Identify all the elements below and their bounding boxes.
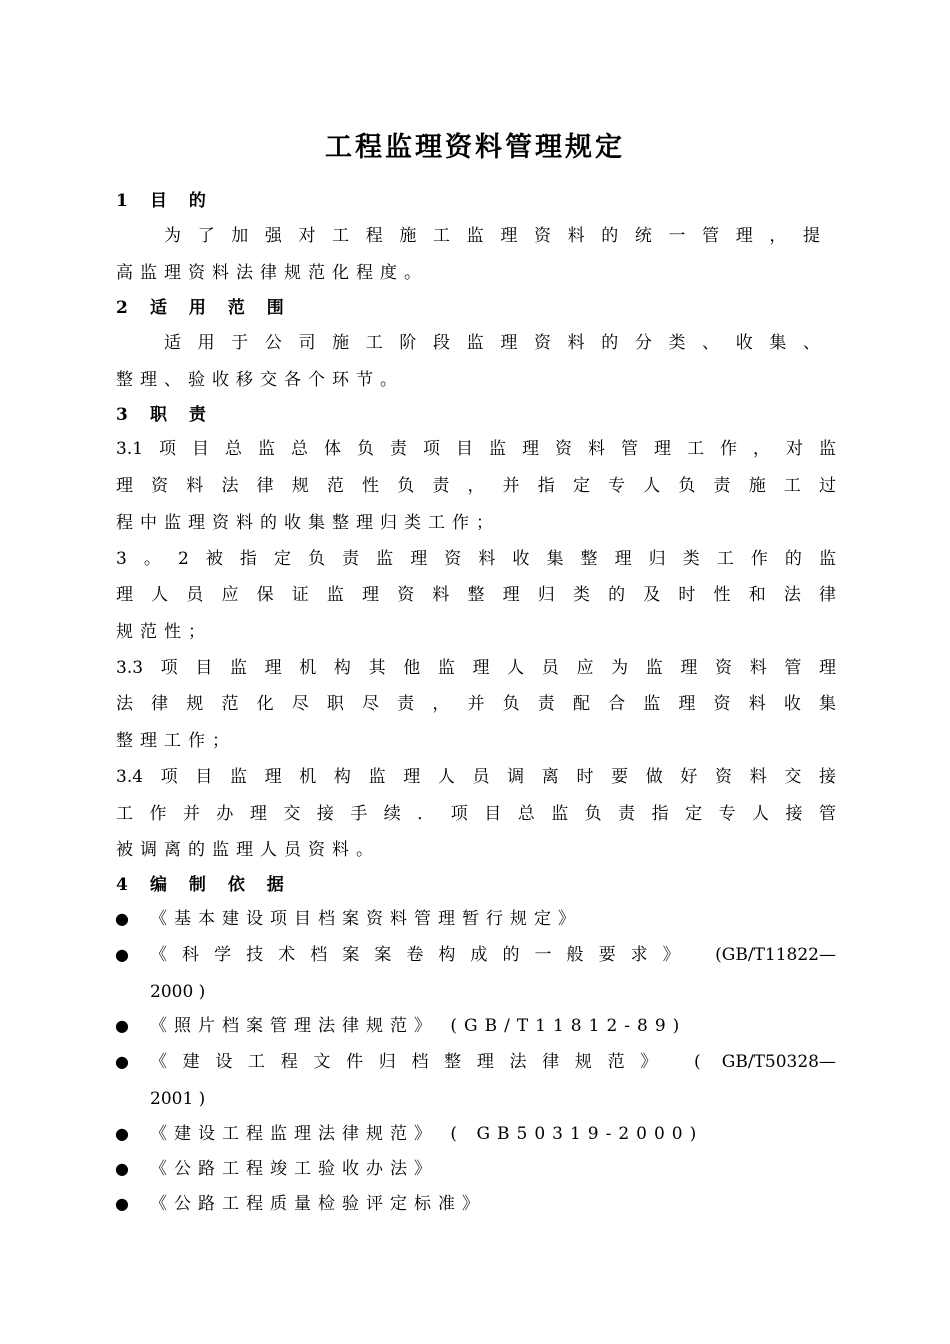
paragraph-line: 为了加强对工程施工监理资料的统一管理，提 [164, 226, 820, 246]
list-item: 《公路工程竣工验收办法》 [150, 1159, 438, 1179]
paragraph-line: 3。2被指定负责监理资料收集整理归类工作的监 [116, 549, 836, 569]
section-title: 适 用 范 围 [150, 298, 292, 318]
section-number: 2 [116, 298, 128, 318]
section-title: 目 的 [150, 191, 214, 211]
section-heading [116, 294, 836, 322]
list-item-continuation: 2001 ) [150, 1089, 206, 1109]
bullet-icon: ● [115, 909, 129, 928]
list-item: 《照片档案管理法律规范》 (GB/T11812-89) [150, 1016, 687, 1036]
paragraph-line: 法律规范化尽职尽责，并负责配合监理资料收集 [116, 694, 836, 714]
paragraph-line: 程中监理资料的收集整理归类工作； [116, 513, 500, 533]
paragraph-line: 工作并办理交接手续．项目总监负责指定专人接管 [116, 804, 836, 824]
bullet-icon: ● [115, 1159, 129, 1178]
list-item: 《基本建设项目档案资料管理暂行规定》 [150, 909, 582, 929]
paragraph-line: 理资料法律规范性负责，并指定专人负责施工过 [116, 476, 836, 496]
section-title: 编 制 依 据 [150, 875, 292, 895]
paragraph-line: 整理、验收移交各个环节。 [116, 370, 404, 390]
bullet-icon: ● [115, 1016, 129, 1035]
section-number: 3 [116, 405, 128, 425]
paragraph-line: 高监理资料法律规范化程度。 [116, 263, 428, 283]
list-item: 《建设工程文件归档整理法律规范》 ( GB/T50328— [150, 1052, 836, 1072]
bullet-icon: ● [115, 1194, 129, 1213]
section-number: 1 [116, 191, 128, 211]
paragraph-line: 3.1项目总监总体负责项目监理资料管理工作，对监 [116, 439, 836, 459]
paragraph-line: 整理工作； [116, 731, 236, 751]
list-item: 《科学技术档案案卷构成的一般要求》 (GB/T11822— [150, 945, 836, 965]
section-number: 4 [116, 875, 128, 895]
paragraph-line: 适用于公司施工阶段监理资料的分类、收集、 [164, 333, 820, 353]
paragraph-line: 被调离的监理人员资料。 [116, 840, 380, 860]
section-heading [116, 401, 836, 429]
bullet-icon: ● [115, 1124, 129, 1143]
list-item: 《建设工程监理法律规范》 ( GB50319-2000) [150, 1124, 704, 1144]
section-title: 职 责 [150, 405, 214, 425]
bullet-icon: ● [115, 1052, 129, 1071]
bullet-icon: ● [115, 945, 129, 964]
paragraph-line: 理人员应保证监理资料整理归类的及时性和法律 [116, 585, 836, 605]
paragraph-line: 3.3项目监理机构其他监理人员应为监理资料管理 [116, 658, 836, 678]
section-heading [116, 187, 836, 215]
list-item: 《公路工程质量检验评定标准》 [150, 1194, 486, 1214]
section-heading [116, 871, 836, 899]
paragraph-line: 3.4项目监理机构监理人员调离时要做好资料交接 [116, 767, 836, 787]
paragraph-line: 规范性； [116, 622, 212, 642]
list-item-continuation: 2000 ) [150, 982, 206, 1002]
document-title: 工程监理资料管理规定 [325, 132, 625, 163]
